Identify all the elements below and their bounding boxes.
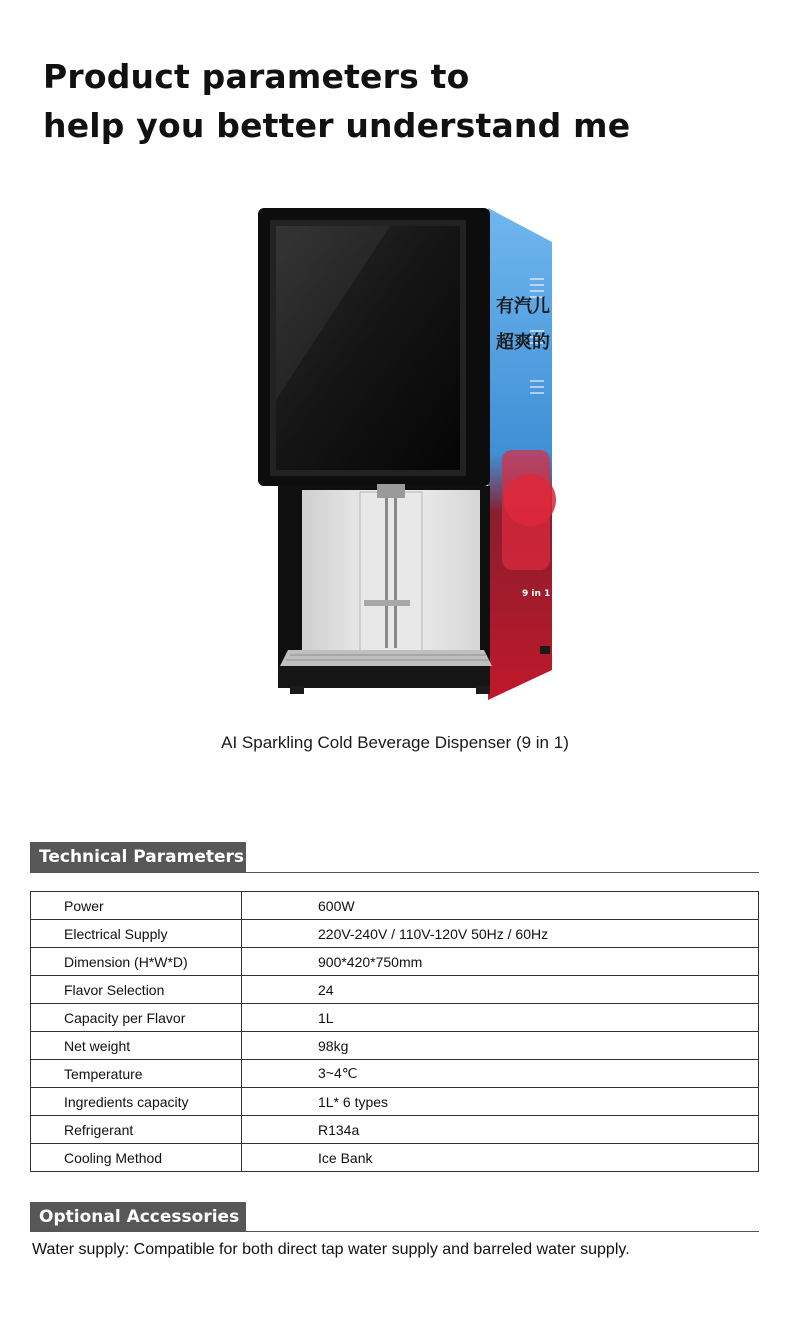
water-supply-note: Water supply: Compatible for both direct tap water supply and barreled water supply. — [32, 1241, 630, 1258]
parameter-value: 1L — [242, 1004, 759, 1032]
drip-tray — [280, 650, 492, 666]
parameter-value: 98kg — [242, 1032, 759, 1060]
table-row — [31, 948, 759, 976]
parameter-label: Temperature — [31, 1060, 242, 1088]
section-divider — [30, 1231, 759, 1232]
table-row — [31, 892, 759, 920]
parameter-value: 900*420*750mm — [242, 948, 759, 976]
product-caption: AI Sparkling Cold Beverage Dispenser (9 in 1) — [221, 733, 569, 752]
side-panel-text-2: 超爽的 — [496, 332, 550, 353]
parameter-label: Ingredients capacity — [31, 1088, 242, 1116]
parameter-label: Capacity per Flavor — [31, 1004, 242, 1032]
product-image — [240, 200, 570, 710]
headline-line-1: Product parameters to — [43, 57, 470, 96]
parameter-label: Net weight — [31, 1032, 242, 1060]
parameter-label: Cooling Method — [31, 1144, 242, 1172]
table-row — [31, 920, 759, 948]
parameter-label: Flavor Selection — [31, 976, 242, 1004]
technical-parameters-heading: Technical Parameters — [30, 842, 246, 872]
parameter-value: 600W — [242, 892, 759, 920]
parameter-value: Ice Bank — [242, 1144, 759, 1172]
parameter-value: 3~4℃ — [242, 1060, 759, 1088]
parameter-value: 1L* 6 types — [242, 1088, 759, 1116]
parameter-value: 220V-240V / 110V-120V 50Hz / 60Hz — [242, 920, 759, 948]
side-panel-text-1: 有汽儿 — [496, 296, 550, 317]
page-headline — [43, 52, 763, 150]
table-row — [31, 1032, 759, 1060]
section-divider — [30, 872, 759, 873]
table-row — [31, 1004, 759, 1032]
headline-line-2: help you better understand me — [43, 106, 631, 145]
optional-accessories-heading: Optional Accessories — [30, 1202, 246, 1232]
parameter-label: Refrigerant — [31, 1116, 242, 1144]
parameter-label: Electrical Supply — [31, 920, 242, 948]
parameter-value: R134a — [242, 1116, 759, 1144]
parameter-label: Power — [31, 892, 242, 920]
parameter-label: Dimension (H*W*D) — [31, 948, 242, 976]
table-row — [31, 1116, 759, 1144]
side-panel-badge: 9 in 1 — [522, 589, 551, 599]
table-row — [31, 976, 759, 1004]
table-row — [31, 1060, 759, 1088]
technical-parameters-table — [30, 891, 759, 1172]
table-row — [31, 1144, 759, 1172]
parameter-value: 24 — [242, 976, 759, 1004]
table-row — [31, 1088, 759, 1116]
